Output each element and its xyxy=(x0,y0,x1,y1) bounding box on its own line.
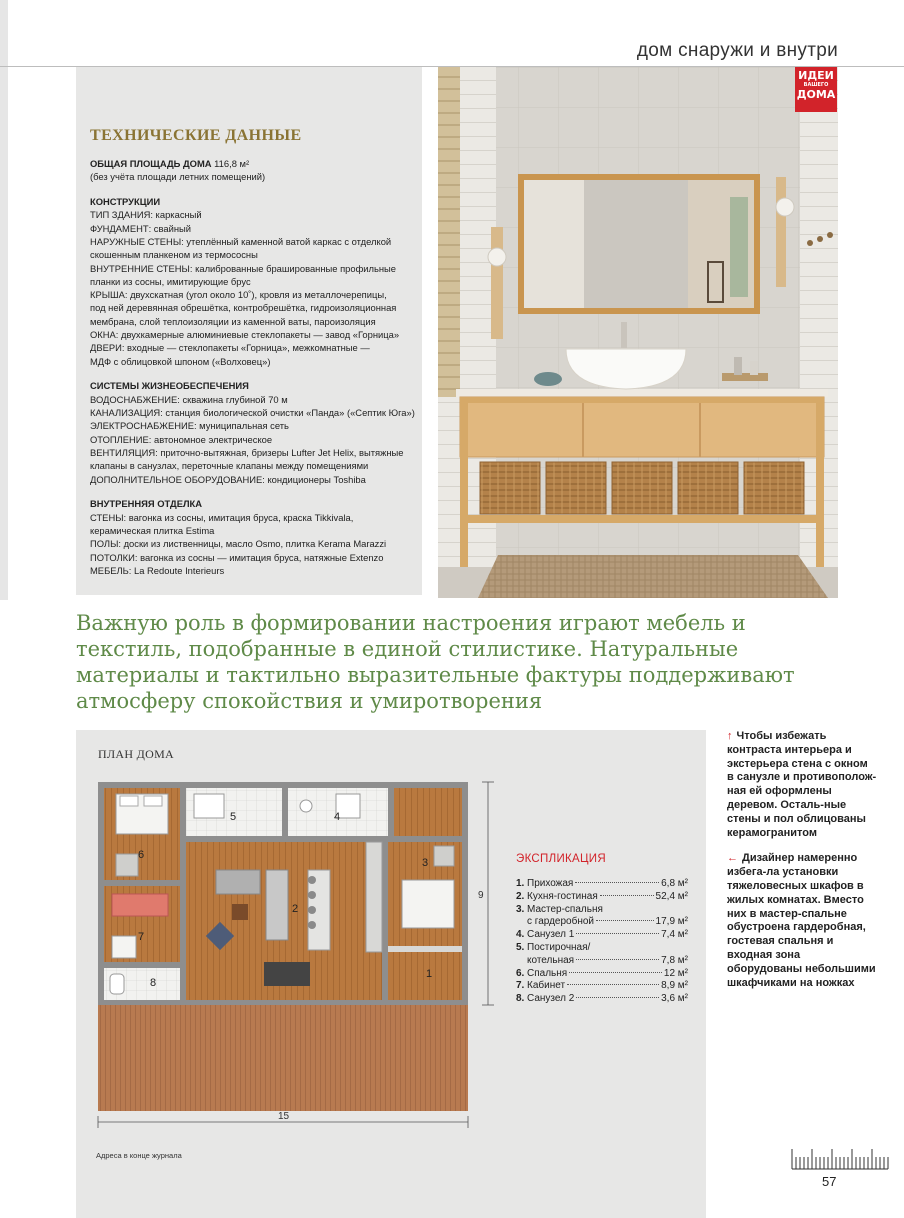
caption-text: Дизайнер намеренно избега-ла установки тяжеловесных шкафов в жилых комнатах. Вместо них в мастер-спальне обустроена гардеробная, гостевая спальня и входная зона оборудованы небольшими шкафчиками на ножках xyxy=(727,852,876,989)
explication-row xyxy=(516,955,688,968)
finish-line: керамическая плитка Estima xyxy=(90,524,215,536)
badge-line: ДОМА xyxy=(796,88,836,101)
row-label: Санузел 2 xyxy=(527,993,575,1005)
constructions-title: КОНСТРУКЦИИ xyxy=(90,196,161,208)
row-number: 8. xyxy=(516,993,525,1005)
constructions-line: скошенным планкеном из термососны xyxy=(90,249,258,261)
row-value: 17,9 м² xyxy=(655,916,688,928)
plan-title: ПЛАН ДОМА xyxy=(98,747,175,761)
area-note: (без учёта площади летних помещений) xyxy=(90,171,266,183)
constructions-line: ТИП ЗДАНИЯ: каркасный xyxy=(90,209,202,221)
row-label: Кабинет xyxy=(527,980,566,992)
room-number: 8 xyxy=(150,977,157,989)
row-value: 7,8 м² xyxy=(661,954,688,966)
room-number: 1 xyxy=(426,968,433,980)
finish-line: МЕБЕЛЬ: La Redoute Interieurs xyxy=(90,564,225,576)
house-plan-panel xyxy=(76,730,706,1218)
caption-designer xyxy=(727,852,877,990)
row-label: Санузел 1 xyxy=(527,929,575,941)
row-number: 6. xyxy=(516,967,525,979)
page-edge-strip xyxy=(0,0,8,600)
page-number: 57 xyxy=(822,1174,837,1189)
row-number: 2. xyxy=(516,890,525,902)
row-number: 4. xyxy=(516,929,525,941)
room-number: 4 xyxy=(334,811,341,823)
constructions-line: КРЫША: двухскатная (угол около 10˚), кровля из металлочерепицы, xyxy=(90,289,387,301)
row-label: Мастер-спальня xyxy=(527,903,603,915)
constructions-line: ВНУТРЕННИЕ СТЕНЫ: калиброванные брашированные профильные xyxy=(90,262,397,274)
address-note: Адреса в конце журнала xyxy=(96,1151,182,1160)
constructions-line: мембрана, слой теплоизоляции из каменной ваты, пароизоляция xyxy=(90,315,376,327)
row-value: 12 м² xyxy=(663,967,688,979)
ideas-logo-badge xyxy=(795,67,837,112)
row-number: 7. xyxy=(516,980,525,992)
explication-row xyxy=(516,942,688,955)
explication-row xyxy=(516,980,688,993)
finish-line: СТЕНЫ: вагонка из сосны, имитация бруса, краска Tikkivala, xyxy=(90,511,354,523)
constructions-line: ОКНА: двухкамерные алюминиевые стеклопакеты — завод «Горница» xyxy=(90,329,400,341)
explication-row xyxy=(516,968,688,981)
tech-title: ТЕХНИЧЕСКИЕ ДАННЫЕ xyxy=(90,127,302,144)
systems-block xyxy=(90,379,420,485)
bathroom-photo xyxy=(438,67,838,598)
row-number: 1. xyxy=(516,878,525,889)
explication-row xyxy=(516,916,688,929)
row-label: Прихожая xyxy=(527,878,574,889)
finish-line: ПОТОЛКИ: вагонка из сосны — имитация бруса, натяжные Extenzo xyxy=(90,551,384,563)
systems-line: ВОДОСНАБЖЕНИЕ: скважина глубиной 70 м xyxy=(90,393,288,405)
systems-line: ОТОПЛЕНИЕ: автономное электрическое xyxy=(90,433,273,445)
explication-row xyxy=(516,891,688,904)
systems-line: КАНАЛИЗАЦИЯ: станция биологической очистки «Панда» («Септик Юга») xyxy=(90,407,415,419)
constructions-line: ДВЕРИ: входные — стеклопакеты «Горница», межкомнатные — xyxy=(90,342,370,354)
row-value: 52,4 м² xyxy=(655,890,688,902)
finish-block xyxy=(90,497,420,577)
explication-row xyxy=(516,878,688,891)
area-block xyxy=(90,157,420,184)
tech-data-panel xyxy=(76,67,422,595)
explication-row xyxy=(516,929,688,942)
systems-line: ВЕНТИЛЯЦИЯ: приточно-вытяжная, бризеры Lufter Jet Helix, вытяжные xyxy=(90,446,404,458)
badge-line: ИДЕИ xyxy=(798,69,834,82)
dimension-depth: 9 xyxy=(478,890,484,901)
explication-title: ЭКСПЛИКАЦИЯ xyxy=(516,853,606,865)
ruler-decoration xyxy=(790,1145,890,1173)
room-number: 2 xyxy=(292,903,299,915)
row-label: с гардеробной xyxy=(527,916,595,928)
room-number: 5 xyxy=(230,811,237,823)
dimension-width: 15 xyxy=(278,1111,290,1122)
constructions-line: НАРУЖНЫЕ СТЕНЫ: утеплённый каменной ватой каркас с отделкой xyxy=(90,235,392,247)
pull-quote: Важную роль в формировании настроения играют мебель и текстиль, подобранные в единой стилистике. Натуральные материалы и тактильно выразительные фактуры поддерживают атмосферу спокойствия и умиротворения xyxy=(76,611,795,713)
row-label: котельная xyxy=(527,954,575,966)
explication-row xyxy=(516,993,688,1006)
arrow-up-icon: ↑ xyxy=(727,730,733,742)
explication-row xyxy=(516,904,688,917)
systems-line: клапаны в санузлах, переточные клапаны между помещениями xyxy=(90,460,369,472)
caption-text: Чтобы избежать контраста интерьера и экстерьера стена с окном в санузле и противополож-ная ей оформлены деревом. Осталь-ные стены и пол облицованы керамогранитом xyxy=(727,730,877,839)
finish-line: ПОЛЫ: доски из лиственницы, масло Osmo, плитка Kerama Marazzi xyxy=(90,538,387,550)
tech-body xyxy=(90,157,420,589)
row-number: 5. xyxy=(516,941,525,953)
row-label: Кухня-гостиная xyxy=(527,890,598,902)
photo-captions xyxy=(727,730,877,1003)
constructions-line: под ней деревянная обрешётка, контробрешётка, гидроизоляционная xyxy=(90,302,397,314)
constructions-line: планки из сосны, имитирующие брус xyxy=(90,275,251,287)
terrace-deck xyxy=(98,1005,468,1111)
area-value: 116,8 м² xyxy=(211,158,250,169)
systems-line: ЭЛЕКТРОСНАБЖЕНИЕ: муниципальная сеть xyxy=(90,420,289,432)
arrow-left-icon: ← xyxy=(727,852,738,865)
badge-line: ВАШЕГО xyxy=(803,82,829,88)
systems-title: СИСТЕМЫ ЖИЗНЕОБЕСПЕЧЕНИЯ xyxy=(90,380,249,392)
row-label: Спальня xyxy=(527,967,568,979)
row-value: 6,8 м² xyxy=(661,878,688,889)
bathroom-illustration xyxy=(438,67,838,598)
room-number: 3 xyxy=(422,857,429,869)
room-number: 7 xyxy=(138,931,145,943)
room-number: 6 xyxy=(138,849,145,861)
row-value: 3,6 м² xyxy=(661,993,688,1005)
constructions-line: ФУНДАМЕНТ: свайный xyxy=(90,222,191,234)
constructions-block xyxy=(90,195,420,368)
finish-title: ВНУТРЕННЯЯ ОТДЕЛКА xyxy=(90,498,203,510)
explication-list xyxy=(516,878,688,1006)
constructions-line: МДФ с облицовкой шпоном («Волховец») xyxy=(90,355,271,367)
systems-line: ДОПОЛНИТЕЛЬНОЕ ОБОРУДОВАНИЕ: кондиционеры Toshiba xyxy=(90,473,366,485)
area-label: ОБЩАЯ ПЛОЩАДЬ ДОМА xyxy=(90,158,212,169)
row-value: 8,9 м² xyxy=(661,980,688,992)
row-label: Постирочная/ xyxy=(527,941,591,953)
row-value: 7,4 м² xyxy=(661,929,688,941)
caption-bathroom xyxy=(727,730,877,840)
row-number: 3. xyxy=(516,903,525,915)
section-header: дом снаружи и внутри xyxy=(636,40,838,61)
